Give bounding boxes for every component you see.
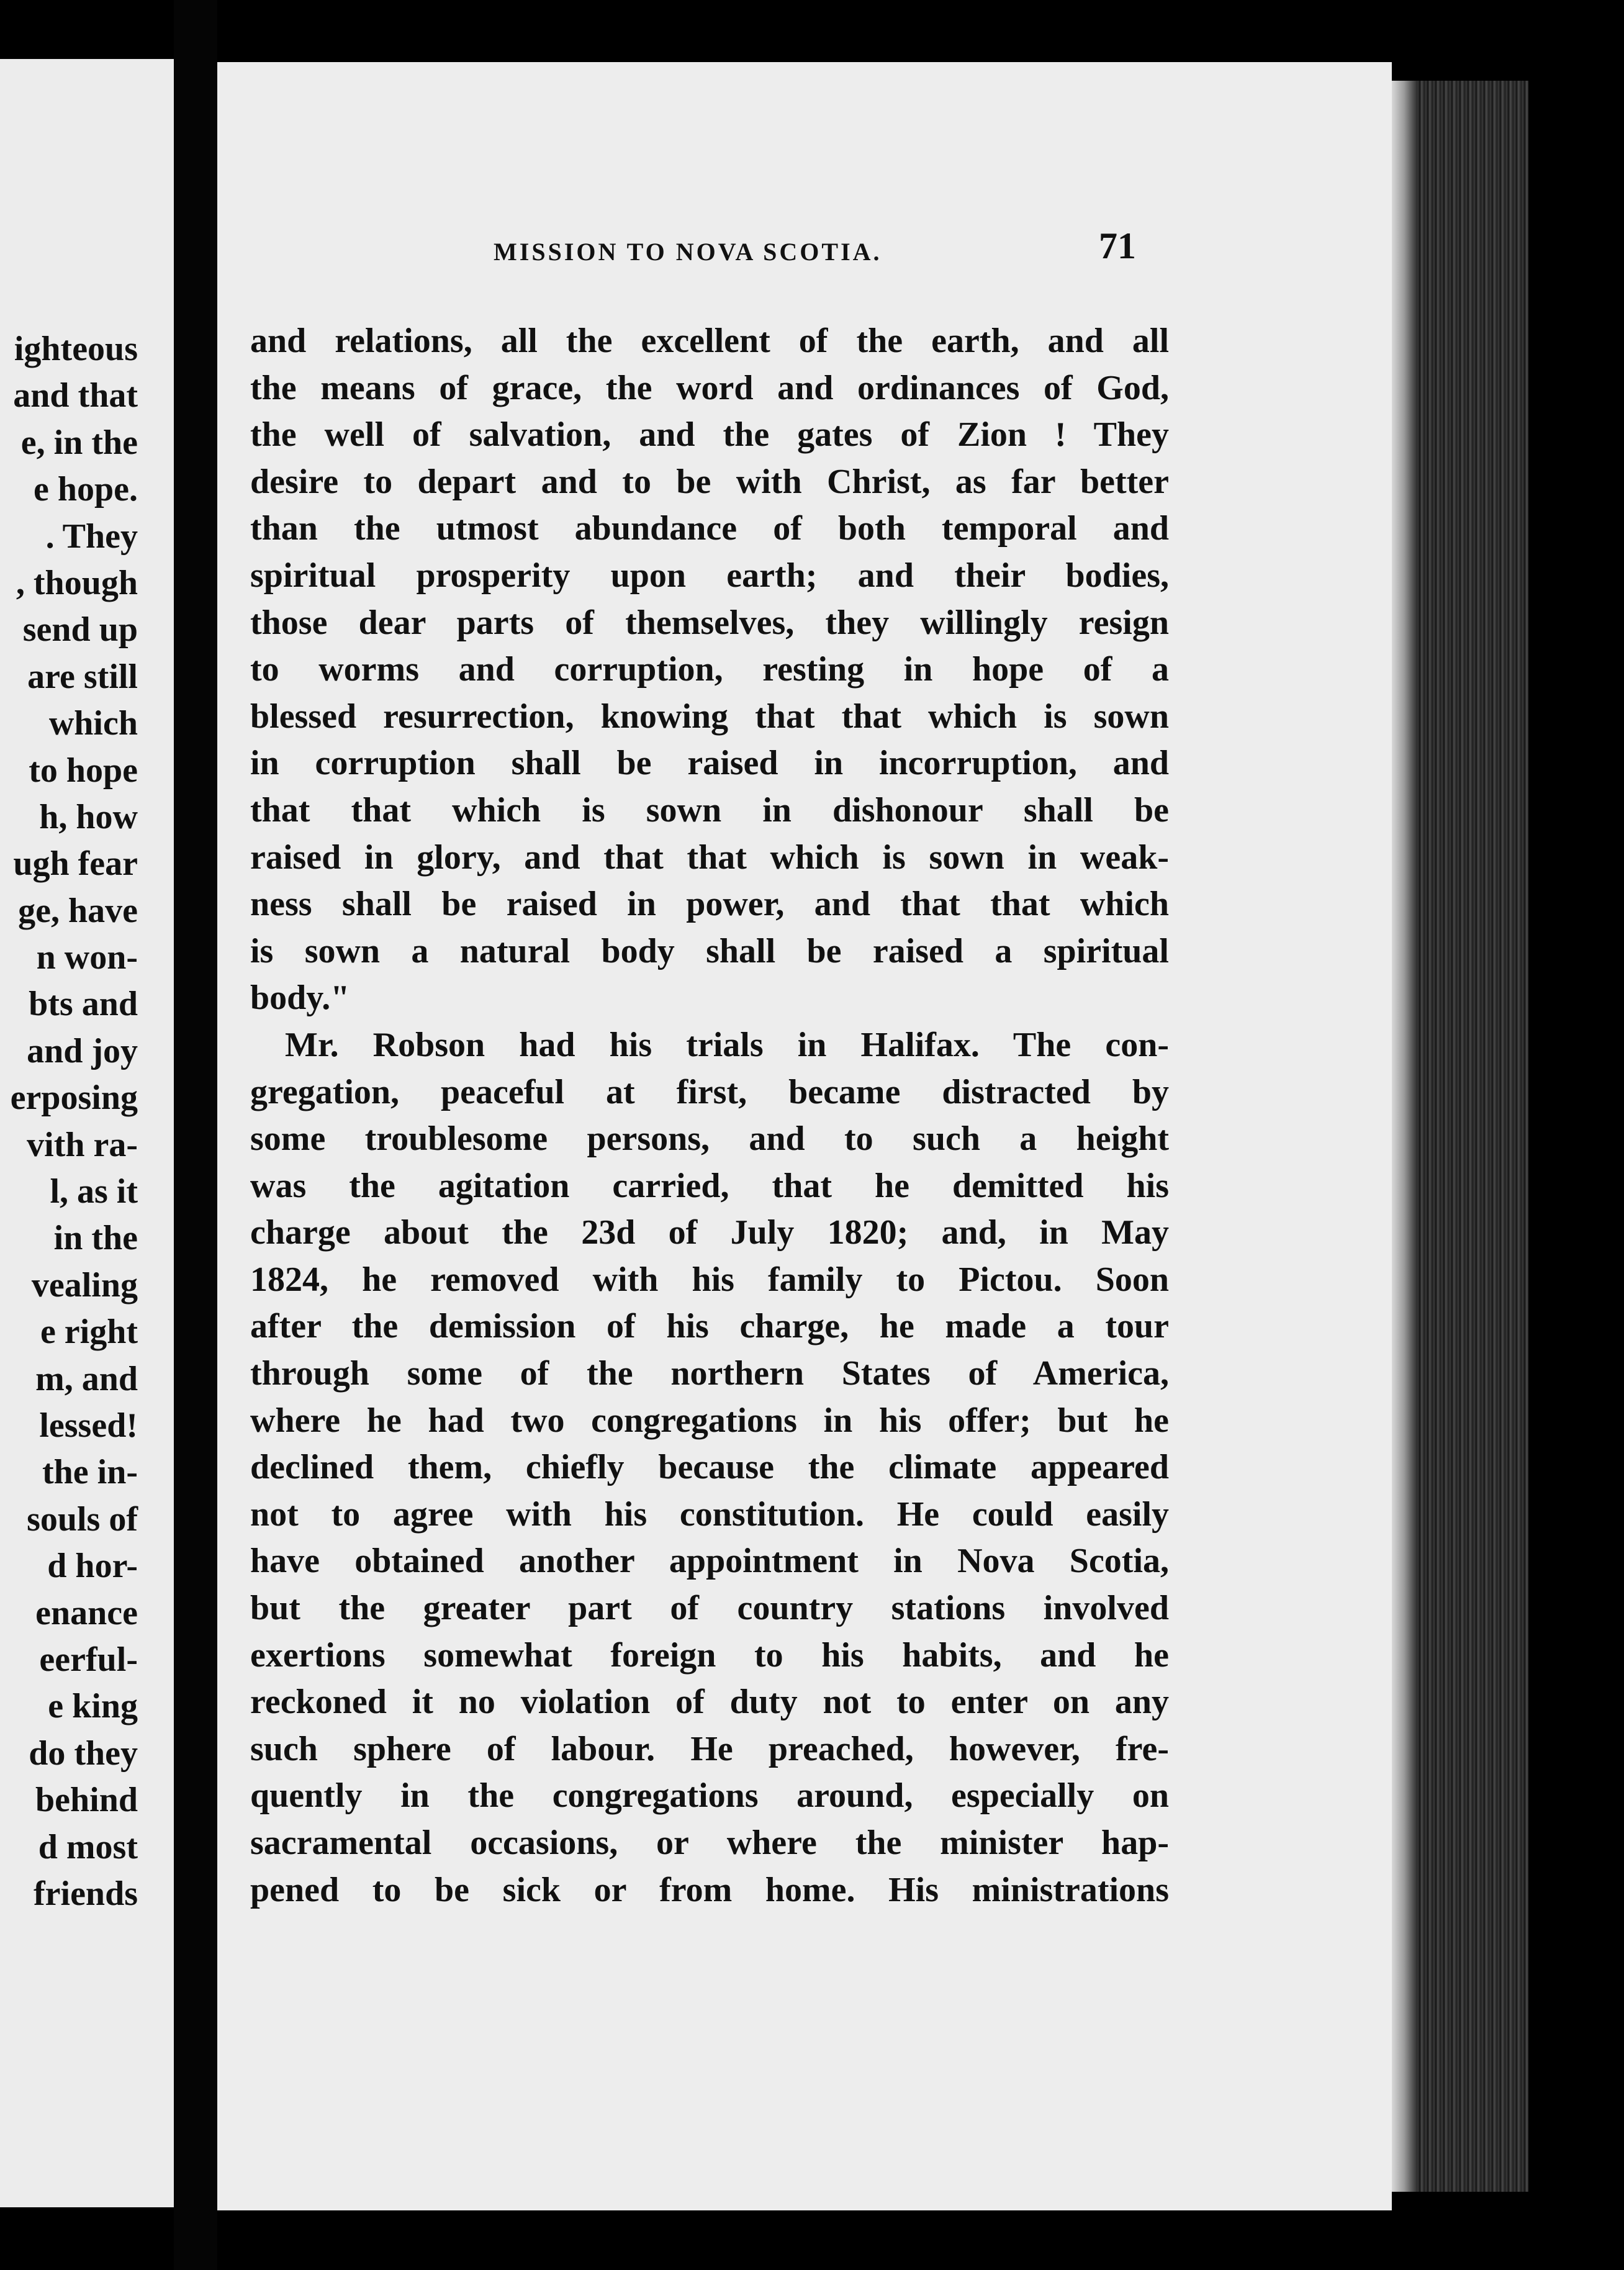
previous-page-line: the in- bbox=[42, 1453, 138, 1492]
previous-page-line: , though bbox=[16, 563, 138, 602]
text-line: the well of salvation, and the gates of Zion ! They bbox=[250, 415, 1169, 454]
text-line: desire to depart and to be with Christ, as far better bbox=[250, 462, 1169, 501]
current-page bbox=[217, 62, 1392, 2210]
previous-page-line: e, in the bbox=[20, 423, 138, 462]
text-line: not to agree with his constitution. He could easily bbox=[250, 1494, 1169, 1534]
previous-page-line: do they bbox=[29, 1734, 138, 1773]
text-line: reckoned it no violation of duty not to enter on any bbox=[250, 1683, 1169, 1722]
previous-page-line: d most bbox=[38, 1827, 138, 1866]
previous-page-line: erposing bbox=[10, 1078, 138, 1118]
previous-page-line: d hor- bbox=[47, 1547, 138, 1586]
previous-page-line: and that bbox=[13, 376, 138, 415]
previous-page-line: and joy bbox=[27, 1031, 138, 1070]
previous-page-line: . They bbox=[45, 517, 138, 556]
text-line: Mr. Robson had his trials in Halifax. The con- bbox=[285, 1025, 1169, 1064]
text-line: raised in glory, and that that which is sown in weak- bbox=[250, 838, 1169, 877]
text-line: and relations, all the excellent of the earth, and all bbox=[250, 322, 1169, 360]
text-line: declined them, chiefly because the climate appeared bbox=[250, 1448, 1169, 1487]
previous-page-line: which bbox=[48, 704, 138, 743]
previous-page-line: vith ra- bbox=[27, 1125, 138, 1164]
page-number: 71 bbox=[1099, 225, 1136, 266]
text-line: ness shall be raised in power, and that that which bbox=[250, 885, 1169, 924]
text-line: where he had two congregations in his offer; but he bbox=[250, 1401, 1169, 1440]
text-line: the means of grace, the word and ordinances of God, bbox=[250, 368, 1169, 407]
text-line: after the demission of his charge, he made a tour bbox=[250, 1307, 1169, 1346]
previous-page-line: vealing bbox=[31, 1265, 138, 1305]
text-line: pened to be sick or from home. His ministrations bbox=[250, 1870, 1169, 1909]
text-line: 1824, he removed with his family to Pictou. Soon bbox=[250, 1260, 1169, 1299]
running-head: MISSION TO NOVA SCOTIA. bbox=[494, 238, 882, 266]
text-line: body." bbox=[250, 979, 350, 1018]
previous-page-line: behind bbox=[35, 1781, 138, 1820]
page-body-text bbox=[250, 318, 1169, 1914]
previous-page-line: friends bbox=[34, 1874, 138, 1913]
text-line: exertions somewhat foreign to his habits, and he bbox=[250, 1635, 1169, 1675]
book-gutter bbox=[174, 0, 217, 2270]
previous-page-line: in the bbox=[53, 1219, 138, 1258]
previous-page-line: ugh fear bbox=[13, 844, 138, 884]
previous-page-text bbox=[0, 326, 138, 1917]
text-line: those dear parts of themselves, they willingly resign bbox=[250, 603, 1169, 642]
text-line: but the greater part of country stations involved bbox=[250, 1589, 1169, 1628]
previous-page-line: send up bbox=[22, 610, 138, 649]
previous-page-line: ge, have bbox=[18, 891, 138, 930]
text-line: to worms and corruption, resting in hope of a bbox=[250, 650, 1169, 689]
previous-page-line: are still bbox=[27, 657, 138, 696]
text-line: quently in the congregations around, especially on bbox=[250, 1776, 1169, 1816]
previous-page-line: e king bbox=[48, 1687, 138, 1726]
book-page-edges bbox=[1392, 81, 1528, 2192]
text-line: than the utmost abundance of both temporal and bbox=[250, 509, 1169, 548]
previous-page-line: h, how bbox=[39, 797, 138, 836]
previous-page-line: bts and bbox=[29, 985, 138, 1024]
text-line: that that which is sown in dishonour shall be bbox=[250, 790, 1169, 830]
text-line: in corruption shall be raised in incorruption, and bbox=[250, 744, 1169, 783]
background-right bbox=[1528, 0, 1624, 2270]
text-line: blessed resurrection, knowing that that which is sown bbox=[250, 697, 1169, 736]
previous-page-line: lessed! bbox=[39, 1406, 138, 1445]
text-line: have obtained another appointment in Nova Scotia, bbox=[250, 1542, 1169, 1581]
text-line: is sown a natural body shall be raised a spiritual bbox=[250, 931, 1169, 970]
text-line: sacramental occasions, or where the minister hap- bbox=[250, 1824, 1169, 1862]
previous-page-line: eerful- bbox=[39, 1640, 138, 1679]
text-line: some troublesome persons, and to such a height bbox=[250, 1119, 1169, 1159]
previous-page-line: e hope. bbox=[34, 470, 138, 509]
previous-page-line: e right bbox=[40, 1313, 138, 1352]
previous-page bbox=[0, 59, 174, 2207]
previous-page-line: enance bbox=[35, 1593, 138, 1632]
previous-page-line: ighteous bbox=[14, 330, 138, 368]
previous-page-line: to hope bbox=[29, 751, 138, 790]
previous-page-line: l, as it bbox=[50, 1172, 138, 1211]
text-line: was the agitation carried, that he demitted his bbox=[250, 1166, 1169, 1205]
text-line: charge about the 23d of July 1820; and, in May bbox=[250, 1213, 1169, 1252]
previous-page-line: souls of bbox=[27, 1499, 138, 1539]
previous-page-line: m, and bbox=[35, 1359, 138, 1398]
text-line: such sphere of labour. He preached, however, fre- bbox=[250, 1729, 1169, 1768]
text-line: spiritual prosperity upon earth; and their bodies, bbox=[250, 556, 1169, 595]
previous-page-line: n won- bbox=[36, 938, 138, 977]
text-line: through some of the northern States of America, bbox=[250, 1354, 1169, 1393]
text-line: gregation, peaceful at first, became distracted by bbox=[250, 1072, 1169, 1111]
